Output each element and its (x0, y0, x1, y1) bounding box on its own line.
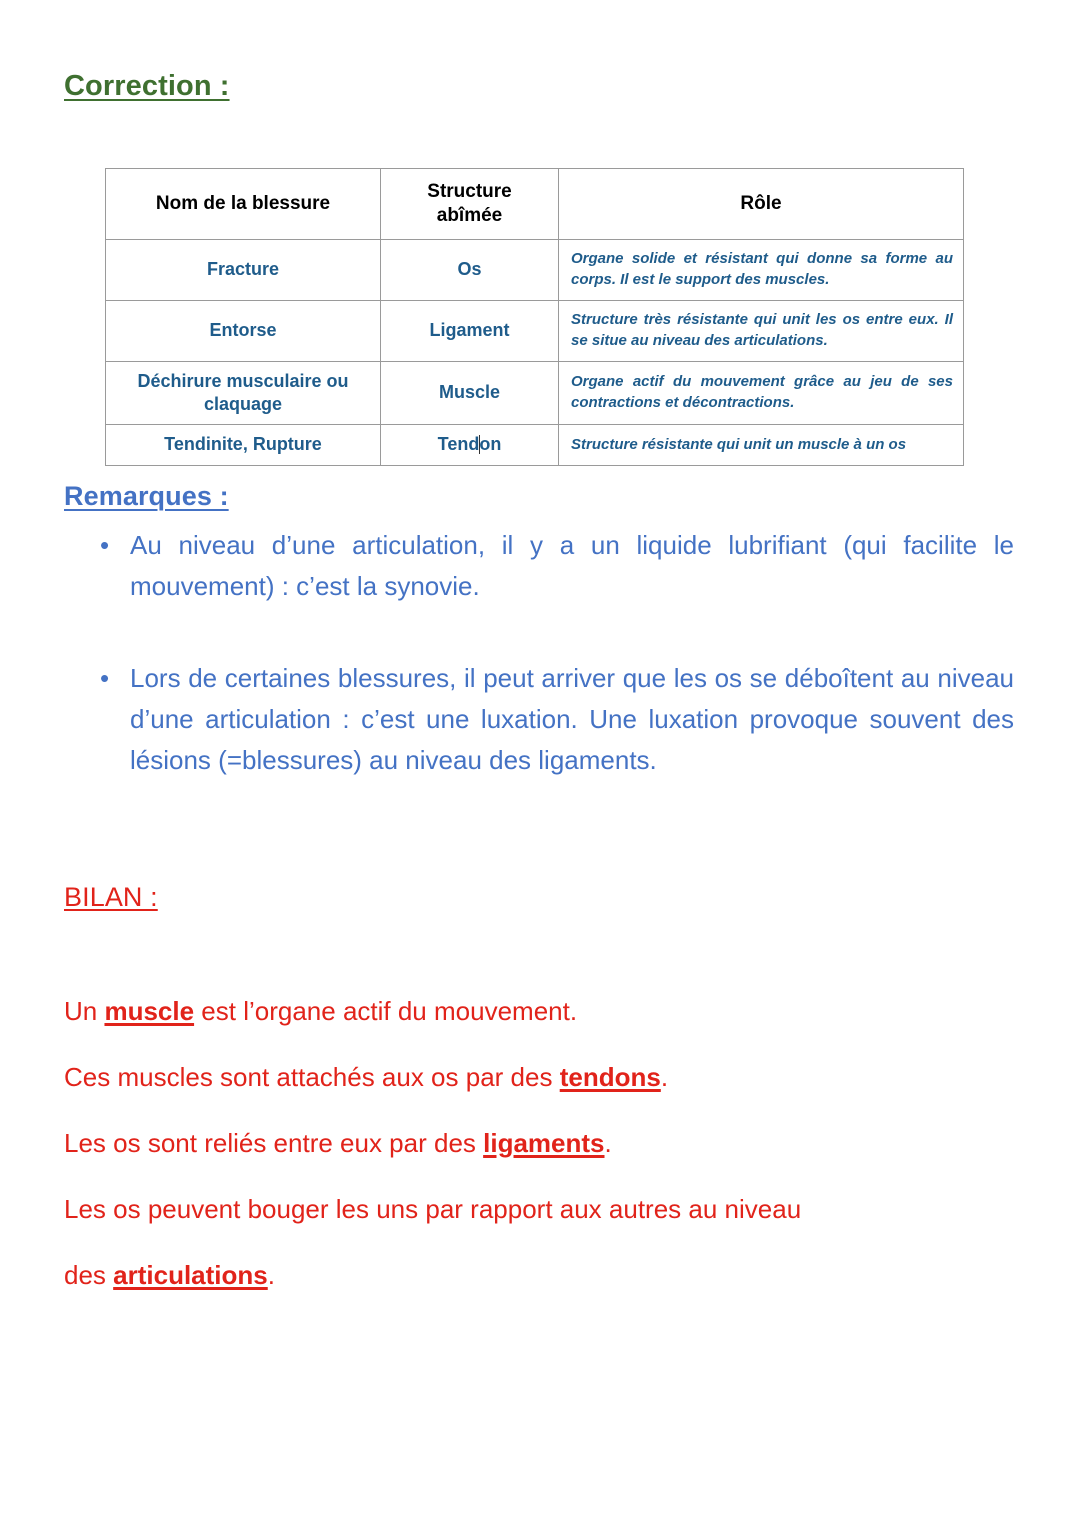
list-item (100, 658, 1014, 781)
column-header-structure-line1: Structure (427, 181, 512, 203)
section-title-remarques (64, 481, 229, 512)
bilan-heading-text: BILAN : (64, 882, 158, 912)
bilan-text-before: Un (64, 996, 105, 1026)
list-item-text: Au niveau d’une articulation, il y a un liquide lubrifiant (qui facilite le mouvement) : c’est la synovie. (130, 530, 1014, 601)
bilan-text-after: . (604, 1128, 612, 1158)
cell-structure (381, 425, 559, 466)
injury-table (105, 168, 964, 466)
cell-role: Structure résistante qui unit un muscle à un os (559, 425, 964, 466)
column-header-structure (381, 169, 559, 240)
bilan-statement (64, 1258, 1024, 1292)
table-row (106, 301, 964, 362)
table-row (106, 425, 964, 466)
cell-structure: Os (381, 240, 559, 301)
table-header-row (106, 169, 964, 240)
bullet-point-icon: • (100, 530, 110, 560)
bilan-text-before: Les os sont reliés entre eux par des (64, 1128, 484, 1158)
cell-injury-name: Déchirure musculaire ou claquage (106, 362, 381, 425)
bilan-keyword-tendons: tendons (559, 1062, 661, 1092)
bilan-text-after: est l’organe actif du mouvement. (194, 996, 578, 1026)
table-row (106, 362, 964, 425)
bilan-statement (64, 1126, 1024, 1160)
cell-structure-part1: Tend (437, 434, 480, 455)
column-header-role: Rôle (559, 169, 964, 240)
cell-structure-part2: on (479, 434, 502, 455)
bilan-keyword-ligaments: ligaments (483, 1128, 605, 1158)
bilan-keyword-articulations: articulations (113, 1260, 268, 1290)
column-header-structure-line2: abîmée (436, 205, 503, 226)
cell-role: Organe actif du mouvement grâce au jeu de ses contractions et décontractions. (559, 362, 964, 425)
page-title-correction (64, 70, 230, 103)
bilan-statement: Les os peuvent bouger les uns par rapport aux autres au niveau (64, 1194, 802, 1224)
bilan-statement (64, 994, 1024, 1028)
cell-role: Organe solide et résistant qui donne sa forme au corps. Il est le support des muscles. (559, 240, 964, 301)
bilan-text-after: . (267, 1260, 275, 1290)
cell-injury-name: Tendinite, Rupture (106, 425, 381, 466)
bilan-text-after: . (660, 1062, 669, 1092)
column-header-name: Nom de la blessure (106, 169, 381, 240)
section-title-bilan (64, 882, 158, 913)
cell-structure: Ligament (381, 301, 559, 362)
cell-injury-name: Entorse (106, 301, 381, 362)
bilan-text-before: Ces muscles sont attachés aux os par des (64, 1062, 560, 1092)
cell-structure: Muscle (381, 362, 559, 425)
bullet-point-icon: • (100, 663, 110, 693)
bilan-text-before: des (64, 1260, 114, 1290)
list-item (100, 525, 1014, 607)
remarques-heading-text: Remarques : (64, 481, 229, 511)
bilan-keyword-muscle: muscle (104, 996, 195, 1026)
list-item-text: Lors de certaines blessures, il peut arriver que les os se déboîtent au niveau d’une articulation : c’est une luxation. Une luxation provoque souvent des lésions (=blessures) au niveau des ligaments. (130, 663, 1014, 775)
correction-heading-text: Correction : (64, 70, 230, 102)
cell-injury-name: Fracture (106, 240, 381, 301)
cell-role: Structure très résistante qui unit les os entre eux. Il se situe au niveau des articulations. (559, 301, 964, 362)
table-row (106, 240, 964, 301)
bilan-statement (64, 1060, 1024, 1094)
